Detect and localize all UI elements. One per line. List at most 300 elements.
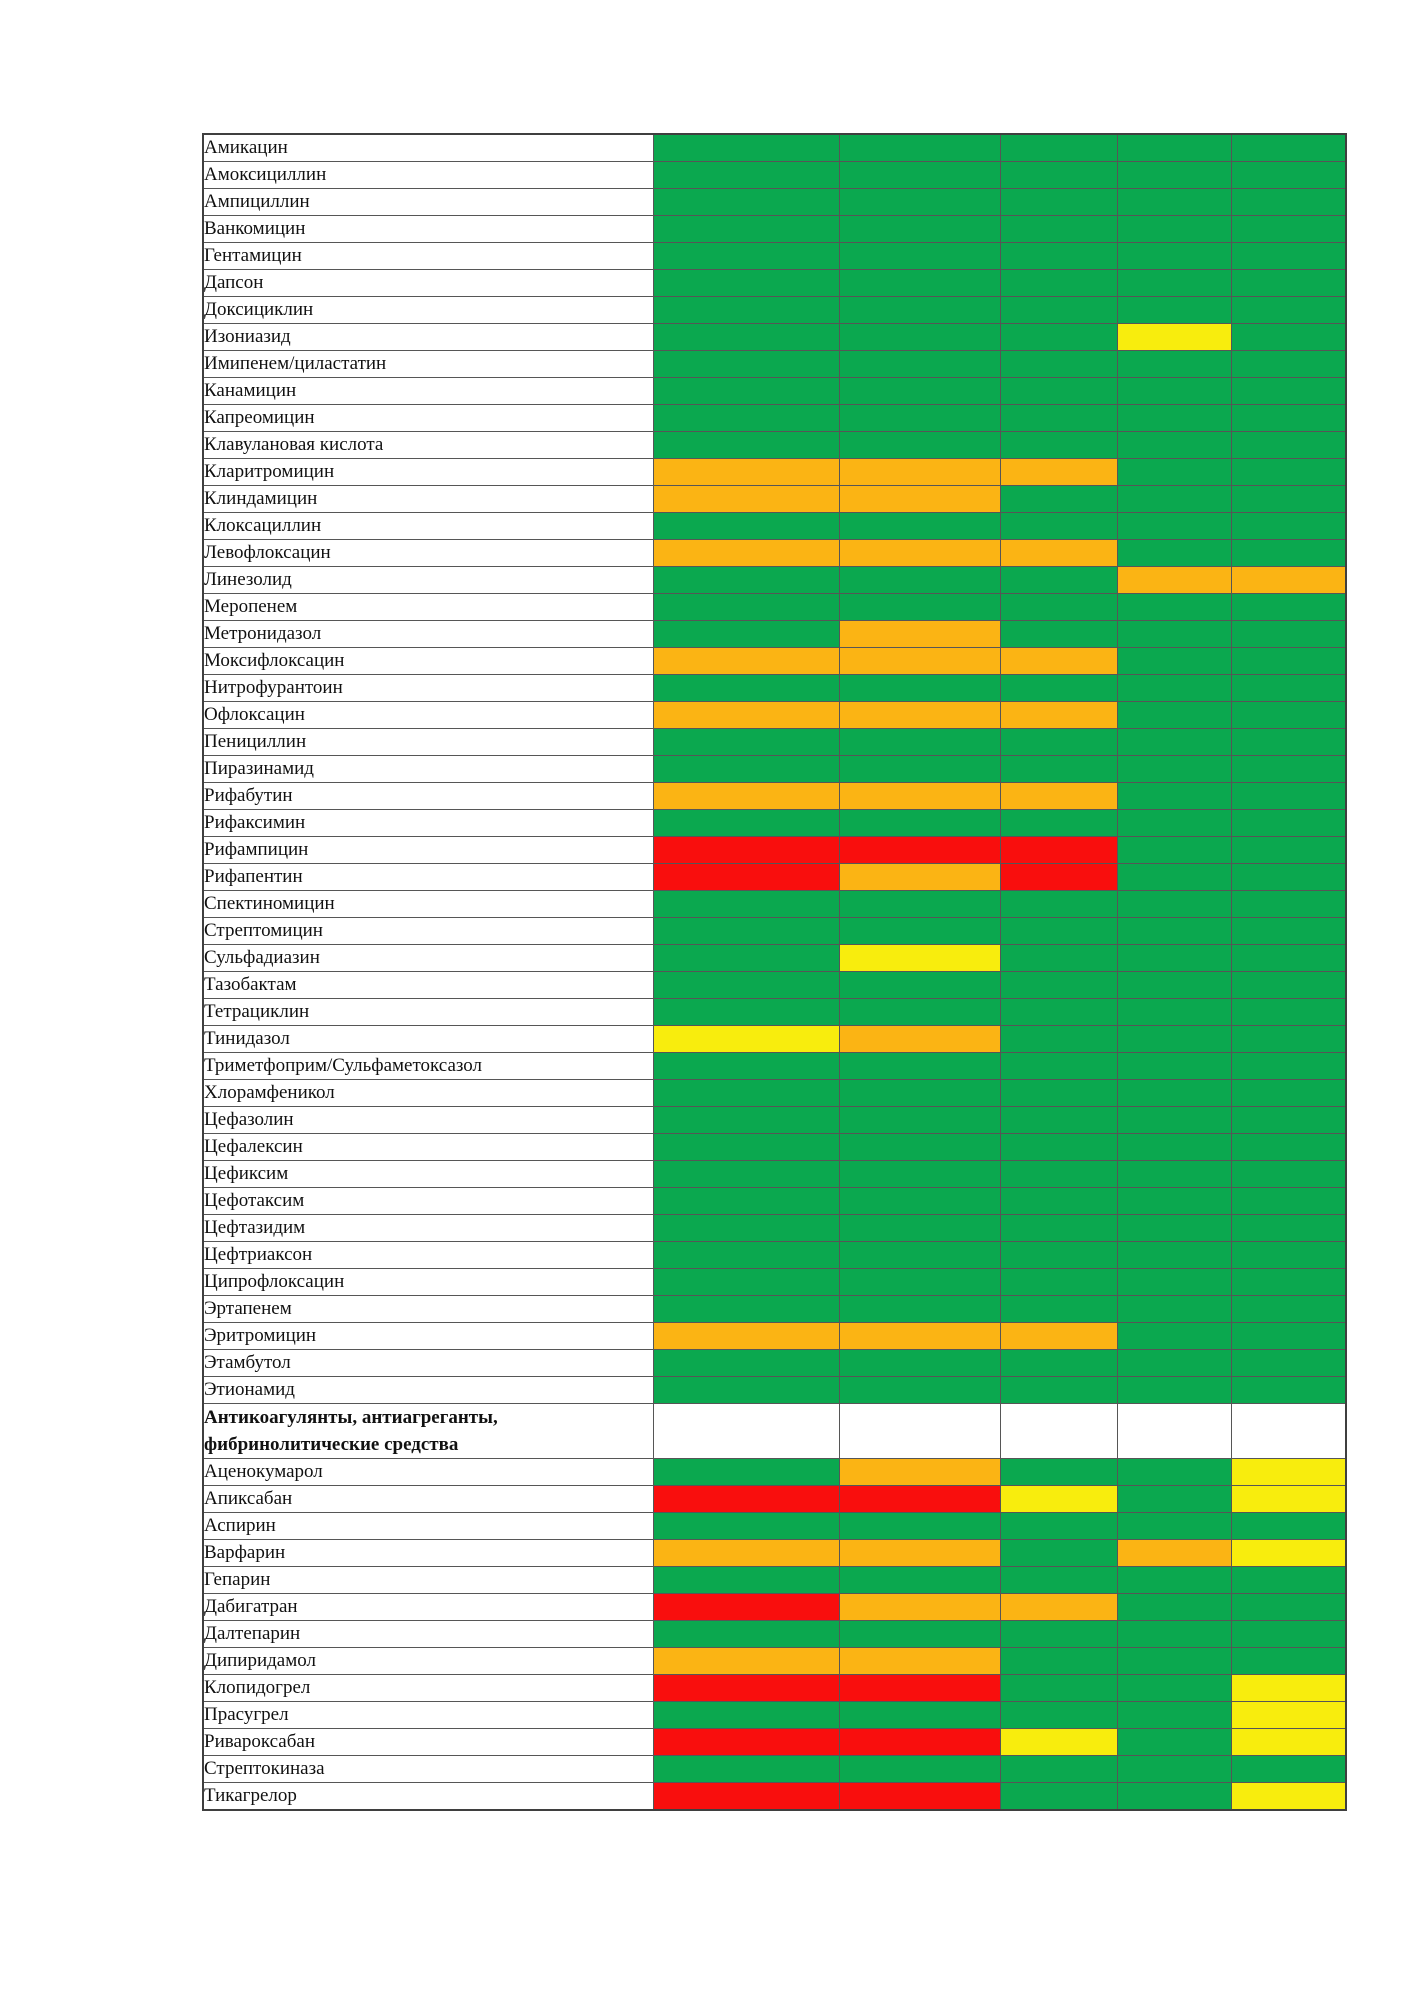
drug-name-cell: Стрептомицин	[203, 918, 653, 945]
rating-cell-orange	[1000, 783, 1117, 810]
rating-cell-green	[1231, 756, 1346, 783]
table-body	[203, 134, 1346, 1810]
rating-cell-green	[1117, 243, 1231, 270]
drug-name-cell: Клопидогрел	[203, 1675, 653, 1702]
rating-cell-red	[839, 1783, 1000, 1811]
rating-cell-green	[653, 945, 839, 972]
rating-cell-green	[653, 1756, 839, 1783]
rating-cell-green	[1231, 270, 1346, 297]
table-row	[203, 1513, 1346, 1540]
rating-cell-green	[1000, 486, 1117, 513]
rating-cell-green	[1231, 1350, 1346, 1377]
rating-cell-green	[1117, 270, 1231, 297]
rating-cell-green	[1000, 1296, 1117, 1323]
table-row	[203, 594, 1346, 621]
rating-cell-green	[1000, 324, 1117, 351]
rating-cell-orange	[839, 1540, 1000, 1567]
rating-cell-red	[653, 864, 839, 891]
rating-cell-green	[653, 351, 839, 378]
rating-cell-green	[1000, 405, 1117, 432]
rating-cell-green	[839, 216, 1000, 243]
table-row	[203, 756, 1346, 783]
rating-cell-yellow	[653, 1026, 839, 1053]
rating-cell-green	[653, 999, 839, 1026]
table-row	[203, 702, 1346, 729]
rating-cell-green	[839, 432, 1000, 459]
rating-cell-green	[1000, 513, 1117, 540]
rating-cell-orange	[653, 486, 839, 513]
rating-cell-orange	[839, 621, 1000, 648]
drug-name-cell: Левофлоксацин	[203, 540, 653, 567]
rating-cell-green	[653, 378, 839, 405]
rating-cell-green	[1231, 837, 1346, 864]
rating-cell-green	[1000, 1026, 1117, 1053]
drug-name-cell: Далтепарин	[203, 1621, 653, 1648]
drug-name-cell: Дипиридамол	[203, 1648, 653, 1675]
drug-name-cell: Моксифлоксацин	[203, 648, 653, 675]
drug-name-cell: Имипенем/циластатин	[203, 351, 653, 378]
table-row	[203, 1675, 1346, 1702]
rating-cell-orange	[839, 783, 1000, 810]
rating-cell-green	[1231, 1053, 1346, 1080]
rating-cell-orange	[839, 1026, 1000, 1053]
rating-cell-green	[1117, 837, 1231, 864]
rating-cell-green	[1231, 324, 1346, 351]
rating-cell-green	[1231, 810, 1346, 837]
rating-cell-green	[1117, 648, 1231, 675]
rating-cell-green	[1000, 1134, 1117, 1161]
rating-cell-green	[1231, 1594, 1346, 1621]
rating-cell-green	[839, 756, 1000, 783]
rating-cell-green	[839, 1756, 1000, 1783]
rating-cell-green	[1117, 621, 1231, 648]
table-row	[203, 189, 1346, 216]
drug-name-cell: Тинидазол	[203, 1026, 653, 1053]
rating-cell-green	[1000, 594, 1117, 621]
rating-cell-green	[1117, 972, 1231, 999]
rating-cell-green	[1231, 243, 1346, 270]
table-row	[203, 1107, 1346, 1134]
rating-cell-green	[1231, 351, 1346, 378]
rating-cell-green	[1231, 729, 1346, 756]
rating-cell-green	[653, 297, 839, 324]
rating-cell-green	[1117, 1134, 1231, 1161]
rating-cell-green	[1231, 1215, 1346, 1242]
rating-cell-green	[839, 1269, 1000, 1296]
table-row	[203, 1540, 1346, 1567]
drug-name-cell: Цефтриаксон	[203, 1242, 653, 1269]
rating-cell-orange	[839, 459, 1000, 486]
drug-name-cell: Рифапентин	[203, 864, 653, 891]
rating-cell-green	[1231, 1107, 1346, 1134]
rating-cell-green	[653, 189, 839, 216]
drug-name-cell: Ампициллин	[203, 189, 653, 216]
drug-name-cell: Этионамид	[203, 1377, 653, 1404]
rating-cell-green	[1117, 189, 1231, 216]
rating-cell-green	[1117, 1350, 1231, 1377]
rating-cell-green	[1000, 756, 1117, 783]
rating-cell-green	[1117, 1594, 1231, 1621]
rating-cell-green	[653, 1053, 839, 1080]
table-row	[203, 837, 1346, 864]
rating-cell-green	[1117, 918, 1231, 945]
rating-cell-green	[1231, 432, 1346, 459]
rating-cell-green	[1000, 270, 1117, 297]
rating-cell-green	[1000, 1513, 1117, 1540]
rating-cell-yellow	[1231, 1783, 1346, 1811]
rating-cell-green	[1000, 189, 1117, 216]
table-row	[203, 405, 1346, 432]
rating-cell-green	[1117, 1702, 1231, 1729]
rating-cell-yellow	[1231, 1486, 1346, 1513]
rating-cell-green	[1117, 1756, 1231, 1783]
rating-cell-orange	[839, 540, 1000, 567]
drug-name-cell: Дапсон	[203, 270, 653, 297]
rating-cell-red	[839, 1675, 1000, 1702]
drug-name-cell: Капреомицин	[203, 405, 653, 432]
rating-cell-green	[653, 756, 839, 783]
rating-cell-green	[1231, 1296, 1346, 1323]
rating-cell-red	[1000, 864, 1117, 891]
rating-cell-green	[839, 1242, 1000, 1269]
table-row	[203, 1648, 1346, 1675]
table-row	[203, 1783, 1346, 1811]
rating-cell-yellow	[1231, 1540, 1346, 1567]
table-row	[203, 1134, 1346, 1161]
drug-name-cell: Эритромицин	[203, 1323, 653, 1350]
rating-cell-green	[1231, 891, 1346, 918]
rating-cell-green	[1117, 1729, 1231, 1756]
section-title-cell: Антикоагулянты, антиагреганты, фибринолитические средства	[203, 1404, 653, 1459]
table-row	[203, 918, 1346, 945]
rating-cell-green	[1000, 378, 1117, 405]
rating-cell-yellow	[1231, 1729, 1346, 1756]
rating-cell-green	[1000, 162, 1117, 189]
rating-cell-green	[653, 918, 839, 945]
rating-cell-green	[653, 1188, 839, 1215]
rating-cell-green	[1231, 1323, 1346, 1350]
rating-cell-green	[1231, 1026, 1346, 1053]
table-row	[203, 459, 1346, 486]
table-row	[203, 162, 1346, 189]
rating-cell-green	[1117, 405, 1231, 432]
rating-cell-green	[1117, 945, 1231, 972]
rating-cell-green	[1231, 189, 1346, 216]
rating-cell-green	[1117, 1215, 1231, 1242]
rating-cell-green	[1117, 594, 1231, 621]
drug-name-cell: Доксициклин	[203, 297, 653, 324]
rating-cell-green	[1117, 134, 1231, 162]
rating-cell-green	[1000, 1215, 1117, 1242]
drug-name-cell: Этамбутол	[203, 1350, 653, 1377]
drug-name-cell: Пенициллин	[203, 729, 653, 756]
rating-cell-green	[1231, 1621, 1346, 1648]
rating-cell-green	[1117, 1080, 1231, 1107]
drug-name-cell: Гепарин	[203, 1567, 653, 1594]
rating-cell-green	[1231, 864, 1346, 891]
table-row	[203, 486, 1346, 513]
table-row	[203, 1269, 1346, 1296]
table-row	[203, 1242, 1346, 1269]
rating-cell-green	[1117, 216, 1231, 243]
drug-name-cell: Цефалексин	[203, 1134, 653, 1161]
rating-cell-green	[839, 1161, 1000, 1188]
rating-cell-green	[839, 729, 1000, 756]
drug-name-cell: Дабигатран	[203, 1594, 653, 1621]
drug-name-cell: Амикацин	[203, 134, 653, 162]
rating-cell-white	[839, 1404, 1000, 1459]
rating-cell-green	[1231, 162, 1346, 189]
rating-cell-green	[839, 243, 1000, 270]
rating-cell-green	[839, 351, 1000, 378]
rating-cell-green	[1231, 621, 1346, 648]
rating-cell-green	[1117, 1675, 1231, 1702]
rating-cell-green	[1117, 297, 1231, 324]
rating-cell-green	[1000, 216, 1117, 243]
table-row	[203, 134, 1346, 162]
rating-cell-green	[653, 972, 839, 999]
rating-cell-green	[653, 1702, 839, 1729]
table-row	[203, 1756, 1346, 1783]
rating-cell-orange	[1117, 567, 1231, 594]
table-row	[203, 1621, 1346, 1648]
rating-cell-green	[1231, 918, 1346, 945]
rating-cell-green	[1000, 1567, 1117, 1594]
rating-cell-green	[1117, 162, 1231, 189]
rating-cell-green	[839, 405, 1000, 432]
rating-cell-green	[653, 1107, 839, 1134]
table-row	[203, 243, 1346, 270]
rating-cell-green	[839, 270, 1000, 297]
rating-cell-green	[1231, 459, 1346, 486]
rating-cell-green	[839, 324, 1000, 351]
drug-name-cell: Рифампицин	[203, 837, 653, 864]
rating-cell-green	[839, 918, 1000, 945]
rating-cell-green	[1000, 675, 1117, 702]
rating-cell-green	[653, 1080, 839, 1107]
rating-cell-green	[1231, 1080, 1346, 1107]
drug-name-cell: Цефиксим	[203, 1161, 653, 1188]
rating-cell-green	[1117, 378, 1231, 405]
table-row	[203, 891, 1346, 918]
drug-color-rating-table	[202, 133, 1347, 1811]
rating-cell-green	[1231, 999, 1346, 1026]
rating-cell-green	[653, 594, 839, 621]
rating-cell-orange	[1000, 540, 1117, 567]
rating-cell-green	[1117, 1107, 1231, 1134]
rating-cell-green	[653, 216, 839, 243]
rating-cell-green	[653, 162, 839, 189]
rating-cell-green	[1000, 945, 1117, 972]
rating-cell-green	[839, 1080, 1000, 1107]
rating-cell-orange	[1231, 567, 1346, 594]
rating-cell-green	[1117, 1026, 1231, 1053]
drug-name-cell: Прасугрел	[203, 1702, 653, 1729]
rating-cell-green	[839, 1350, 1000, 1377]
drug-name-cell: Спектиномицин	[203, 891, 653, 918]
rating-cell-green	[1000, 1107, 1117, 1134]
rating-cell-green	[1000, 243, 1117, 270]
rating-cell-orange	[1000, 1594, 1117, 1621]
rating-cell-orange	[839, 1459, 1000, 1486]
rating-cell-green	[1117, 891, 1231, 918]
rating-cell-green	[1231, 405, 1346, 432]
rating-cell-green	[1000, 999, 1117, 1026]
rating-cell-green	[1117, 432, 1231, 459]
rating-cell-green	[1000, 1269, 1117, 1296]
rating-cell-green	[1231, 216, 1346, 243]
rating-cell-orange	[653, 648, 839, 675]
rating-cell-green	[1231, 1134, 1346, 1161]
rating-cell-green	[653, 891, 839, 918]
rating-cell-green	[839, 134, 1000, 162]
drug-name-cell: Цефтазидим	[203, 1215, 653, 1242]
rating-cell-green	[1000, 567, 1117, 594]
rating-cell-green	[1000, 891, 1117, 918]
rating-cell-green	[1117, 1648, 1231, 1675]
rating-cell-green	[653, 1377, 839, 1404]
drug-name-cell: Пиразинамид	[203, 756, 653, 783]
rating-cell-green	[1117, 1323, 1231, 1350]
rating-cell-orange	[1000, 702, 1117, 729]
drug-name-cell: Клиндамицин	[203, 486, 653, 513]
table-row	[203, 999, 1346, 1026]
rating-cell-green	[1000, 432, 1117, 459]
rating-cell-green	[839, 1377, 1000, 1404]
rating-cell-green	[1000, 1756, 1117, 1783]
rating-cell-green	[653, 1161, 839, 1188]
rating-cell-green	[839, 513, 1000, 540]
rating-cell-orange	[1000, 648, 1117, 675]
table-row	[203, 567, 1346, 594]
drug-name-cell: Тазобактам	[203, 972, 653, 999]
rating-cell-green	[1231, 1161, 1346, 1188]
rating-cell-orange	[839, 648, 1000, 675]
rating-cell-green	[839, 1053, 1000, 1080]
table-row	[203, 1377, 1346, 1404]
rating-cell-green	[1117, 1161, 1231, 1188]
rating-cell-green	[1231, 297, 1346, 324]
drug-name-cell: Офлоксацин	[203, 702, 653, 729]
table-row	[203, 1486, 1346, 1513]
rating-cell-yellow	[1117, 324, 1231, 351]
rating-cell-yellow	[1000, 1729, 1117, 1756]
rating-cell-green	[1000, 1377, 1117, 1404]
rating-cell-green	[1000, 918, 1117, 945]
drug-name-cell: Тикагрелор	[203, 1783, 653, 1811]
drug-name-cell: Тетрациклин	[203, 999, 653, 1026]
rating-cell-orange	[839, 1594, 1000, 1621]
rating-cell-green	[1117, 1296, 1231, 1323]
rating-cell-red	[839, 1729, 1000, 1756]
rating-cell-green	[653, 621, 839, 648]
rating-cell-green	[1117, 1377, 1231, 1404]
table-row	[203, 324, 1346, 351]
rating-cell-green	[839, 972, 1000, 999]
rating-cell-green	[839, 1134, 1000, 1161]
rating-cell-green	[653, 810, 839, 837]
table-row	[203, 540, 1346, 567]
rating-cell-orange	[653, 459, 839, 486]
rating-cell-green	[653, 270, 839, 297]
drug-name-cell: Клоксациллин	[203, 513, 653, 540]
rating-cell-green	[1000, 1188, 1117, 1215]
rating-cell-green	[653, 1134, 839, 1161]
table-row	[203, 378, 1346, 405]
rating-cell-orange	[653, 702, 839, 729]
drug-name-cell: Клавулановая кислота	[203, 432, 653, 459]
table-row	[203, 216, 1346, 243]
rating-cell-green	[1117, 513, 1231, 540]
rating-cell-green	[653, 1242, 839, 1269]
rating-cell-green	[653, 1296, 839, 1323]
rating-cell-yellow	[1000, 1486, 1117, 1513]
rating-cell-green	[1231, 594, 1346, 621]
rating-cell-orange	[839, 864, 1000, 891]
rating-cell-red	[653, 1729, 839, 1756]
rating-cell-green	[653, 1215, 839, 1242]
rating-cell-green	[839, 189, 1000, 216]
rating-cell-green	[1000, 1350, 1117, 1377]
rating-cell-green	[653, 1513, 839, 1540]
table-row	[203, 351, 1346, 378]
rating-cell-green	[839, 1702, 1000, 1729]
drug-name-cell: Триметфоприм/Сульфаметоксазол	[203, 1053, 653, 1080]
rating-cell-green	[1117, 1459, 1231, 1486]
rating-cell-green	[839, 1296, 1000, 1323]
drug-name-cell: Цефазолин	[203, 1107, 653, 1134]
rating-cell-green	[1117, 810, 1231, 837]
rating-cell-green	[653, 1350, 839, 1377]
rating-cell-green	[653, 1621, 839, 1648]
rating-cell-green	[1117, 351, 1231, 378]
rating-cell-orange	[1117, 1540, 1231, 1567]
table-row	[203, 1729, 1346, 1756]
table-row	[203, 783, 1346, 810]
rating-cell-green	[1000, 1648, 1117, 1675]
rating-cell-orange	[1000, 459, 1117, 486]
rating-cell-yellow	[839, 945, 1000, 972]
rating-cell-green	[1117, 1188, 1231, 1215]
table-row	[203, 1323, 1346, 1350]
table-row	[203, 729, 1346, 756]
rating-cell-green	[839, 1188, 1000, 1215]
table-row	[203, 1215, 1346, 1242]
rating-cell-green	[1117, 783, 1231, 810]
rating-cell-green	[1000, 1053, 1117, 1080]
rating-cell-green	[1000, 297, 1117, 324]
rating-cell-green	[839, 1621, 1000, 1648]
rating-cell-green	[1117, 1621, 1231, 1648]
drug-name-cell: Линезолид	[203, 567, 653, 594]
rating-cell-red	[653, 837, 839, 864]
rating-cell-green	[1117, 756, 1231, 783]
rating-cell-white	[1117, 1404, 1231, 1459]
drug-name-cell: Стрептокиназа	[203, 1756, 653, 1783]
table-row	[203, 621, 1346, 648]
rating-cell-green	[1231, 1269, 1346, 1296]
rating-cell-green	[1231, 513, 1346, 540]
rating-cell-green	[1000, 134, 1117, 162]
rating-cell-green	[1000, 810, 1117, 837]
drug-name-cell: Ванкомицин	[203, 216, 653, 243]
rating-cell-green	[1117, 1513, 1231, 1540]
rating-cell-green	[1117, 864, 1231, 891]
drug-name-cell: Амоксициллин	[203, 162, 653, 189]
table-row	[203, 1188, 1346, 1215]
rating-cell-orange	[653, 540, 839, 567]
table-row	[203, 1080, 1346, 1107]
